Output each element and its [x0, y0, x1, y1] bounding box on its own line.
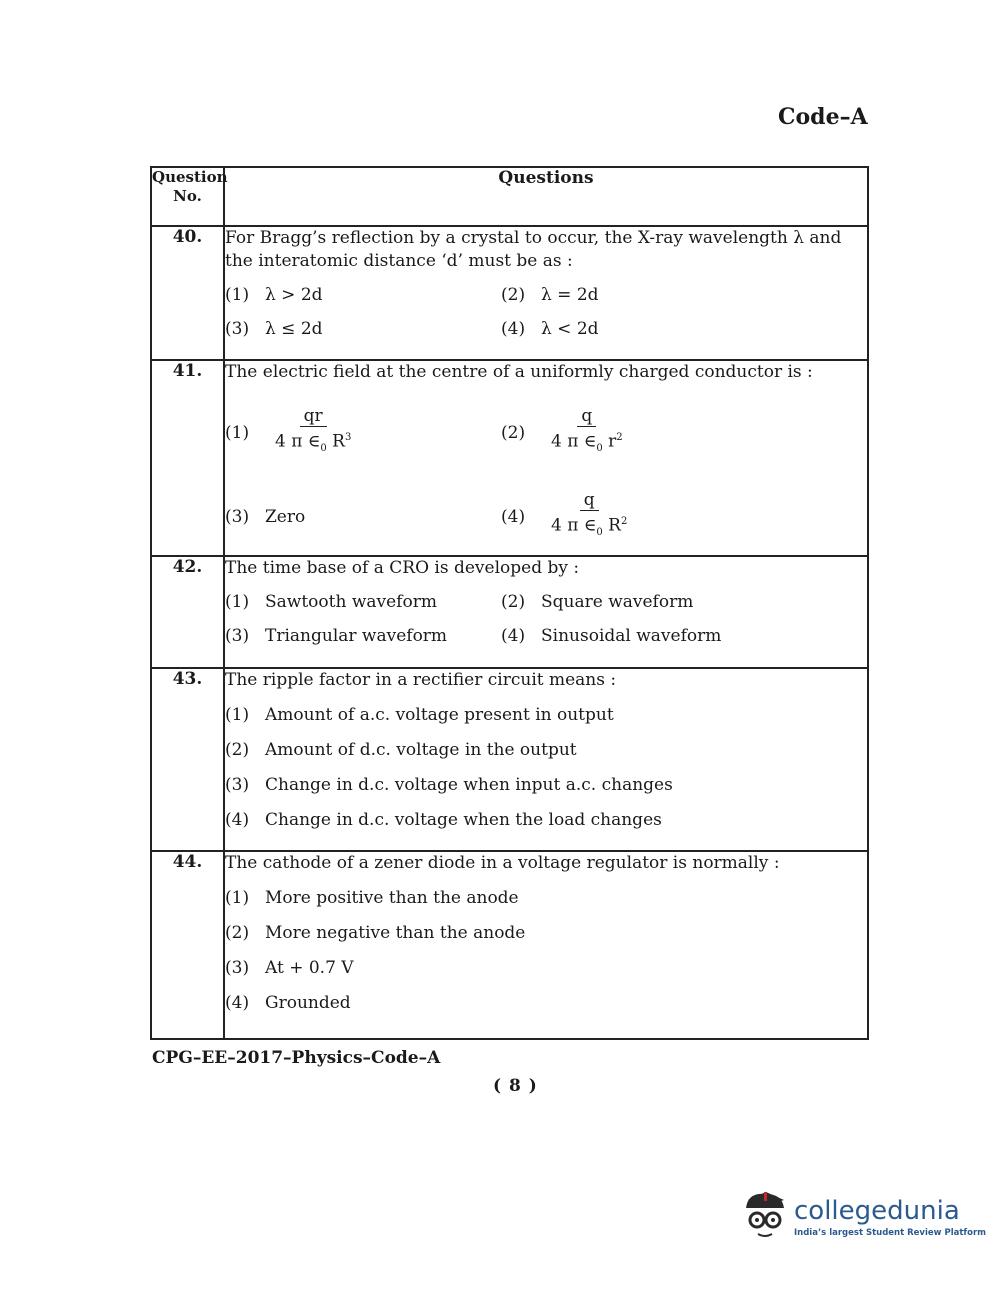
- option-3: (3) Triangular waveform: [225, 626, 448, 646]
- option-4: (4) λ < 2d: [501, 319, 599, 339]
- question-no-header: Question No.: [151, 167, 224, 226]
- question-number: 44.: [151, 851, 224, 1039]
- question-number: 40.: [151, 226, 224, 360]
- option-1: (1) λ > 2d: [225, 285, 323, 305]
- paper-code-label: Code–A: [778, 104, 868, 130]
- fraction-formula: $\frac{qr}{4 \pi \in_0 R^3}$: [275, 406, 352, 455]
- option-4: (4) Sinusoidal waveform: [501, 626, 722, 646]
- option-1: (1) $\frac{qr}{4 \pi \in_0 R^3}$: [225, 406, 501, 460]
- option-2: (2) $\frac{q}{4 \pi \in_0 r^2}$: [501, 406, 777, 460]
- logo-wordmark: collegedunia: [794, 1196, 960, 1226]
- option-1: (1) Sawtooth waveform: [225, 592, 437, 612]
- question-number: 42.: [151, 556, 224, 668]
- question-body: [224, 851, 868, 1039]
- question-row-44: [151, 851, 868, 1039]
- logo-tagline: India’s largest Student Review Platform: [794, 1228, 986, 1238]
- question-number: 43.: [151, 668, 224, 851]
- option-4: (4) Grounded: [225, 993, 351, 1013]
- question-body: [224, 226, 868, 360]
- question-row-43: [151, 668, 868, 851]
- option-2: (2) More negative than the anode: [225, 923, 526, 943]
- question-row-41: [151, 360, 868, 556]
- option-1: (1) More positive than the anode: [225, 888, 519, 908]
- option-1: (1) Amount of a.c. voltage present in output: [225, 705, 614, 725]
- option-3: (3) Change in d.c. voltage when input a.c. changes: [225, 775, 673, 795]
- question-stem: The time base of a CRO is developed by :: [225, 558, 580, 578]
- option-3: (3) At + 0.7 V: [225, 958, 354, 978]
- option-2: (2) λ = 2d: [501, 285, 599, 305]
- question-row-40: [151, 226, 868, 360]
- question-body: [224, 360, 868, 556]
- question-body: [224, 668, 868, 851]
- option-2: (2) Square waveform: [501, 592, 694, 612]
- question-number: 41.: [151, 360, 224, 556]
- question-stem: The electric field at the centre of a uniformly charged conductor is :: [225, 362, 813, 382]
- questions-header: Questions: [224, 167, 868, 226]
- page-number: ( 8 ): [493, 1076, 538, 1096]
- table-header-row: [151, 167, 868, 226]
- option-3: (3) Zero: [225, 507, 306, 528]
- mascot-icon: [740, 1188, 790, 1248]
- option-4: (4) Change in d.c. voltage when the load changes: [225, 810, 662, 830]
- option-4: (4) $\frac{q}{4 \pi \in_0 R^2}$: [501, 490, 777, 544]
- question-stem: The ripple factor in a rectifier circuit means :: [225, 670, 617, 690]
- fraction-formula: $\frac{q}{4 \pi \in_0 r^2}$: [551, 406, 623, 455]
- footer-paper-code: CPG–EE–2017–Physics–Code–A: [152, 1048, 441, 1068]
- question-body: [224, 556, 868, 668]
- collegedunia-logo: [740, 1188, 986, 1248]
- option-2: (2) Amount of d.c. voltage in the output: [225, 740, 577, 760]
- question-stem: The cathode of a zener diode in a voltage regulator is normally :: [225, 853, 780, 873]
- fraction-formula: $\frac{q}{4 \pi \in_0 R^2}$: [551, 490, 628, 539]
- question-table: [150, 166, 869, 1040]
- question-row-42: [151, 556, 868, 668]
- question-stem: For Bragg’s reflection by a crystal to occur, the X-ray wavelength λ and the interatomic distance ‘d’ must be as :: [225, 228, 842, 271]
- option-3: (3) λ ≤ 2d: [225, 319, 323, 339]
